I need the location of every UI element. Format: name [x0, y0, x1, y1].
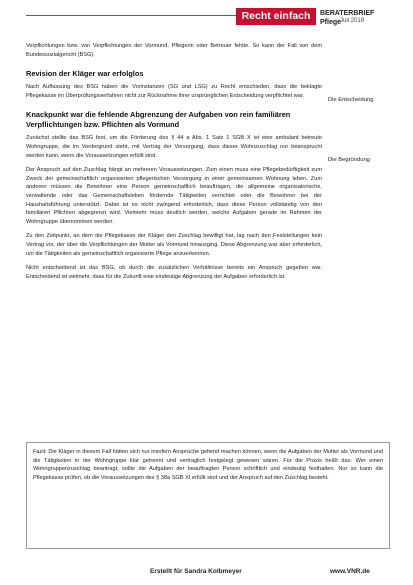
footer-website[interactable]: www.VNR.de [330, 568, 370, 575]
intro-paragraph: Verpflichtungen bzw. von Verpflichtungen der Vormund, Pflegerin oder Betreuer fehlte. So kann der Fall von dem Bundessozialgericht (BSG). [26, 43, 322, 58]
series-title: BERATERBRIEF Pflege [320, 10, 375, 26]
revision-heading: Revision der Kläger war erfolglos [26, 69, 144, 79]
crux-paragraph-3: Zu den Zeitpunkt, an dem die Pflegekasse der Kläger den Zuschlag bewilligt hat, lag nach den Feststellungen kein Vertrag vor, der über die Verpflichtungen der Mutter als Vormund hinausging. Diese Abgrenzung war aber erforderlich, um die Tätigkeiten als gemeinschaftlich organisierte Pflege anzuerkennen. [26, 233, 322, 257]
revision-paragraph: Nach Auffassung des BSG haben die Vorinstanzen (SG und LSG) zu Recht entschieden, dass die beklagte Pflegekasse im Überprüfungsverfahren nicht zur Rücknahme ihrer ursprünglichen Entscheidung verpflichtet war. [26, 84, 322, 99]
crux-heading: Knackpunkt war die fehlende Abgrenzung der Aufgaben von rein familiären Verpflichtungen bzw. Pflichten als Vormund [26, 110, 291, 130]
article-body [26, 42, 322, 287]
margin-note-reasoning: Die Begründung [328, 157, 370, 163]
summary-box [26, 442, 390, 549]
crux-paragraph-1: Zunächst stellte das BSG fest, um die Förderung des § 44 a Abs. 1 Satz 1 SGB X ist eine ambulant betreute Wohngruppe, die im Vordergrund steht, mit Vertrag der Versorgung, dass dieser Wohnzuschlag nur beansprucht werden kann, wenn die Voraussetzungen erfüllt sind. [26, 135, 322, 159]
series-subtitle: Juli 2019 [340, 18, 365, 24]
header-rule [26, 15, 236, 16]
brand-label: Recht einfach [236, 8, 316, 25]
footer-author: Erstellt für Sandra Kolbmeyer [150, 568, 242, 575]
crux-paragraph-2: Der Anspruch auf den Zuschlag hängt an mehreren Voraussetzungen. Zum einen muss eine Pflegebedürftigkeit zum Zweck der gemeinschaftlich organisierten pflegerischen Versorgung in einer gemeinsamen Wohnung leben. Zum anderen müssen die Bewohner eine Person gemeinschaftlich beauftragen, die allgemeine organisatorische, verwaltende oder das Gemeinschaftsleben fördernde Tätigkeiten verrichtet oder die Bewohner bei der Haushaltsführung unterstützt. Dabei ist es nicht zwingend erforderlich, dass diese Person vollständig von den familiären Pflichten abgegrenzt wird. Vielmehr muss deutlich werden, welche Aufgaben gerade im Rahmen der Wohngruppe übernommen werden. [26, 167, 322, 225]
summary-text: Fazit: Die Kläger in diesem Fall hätten sich nur insofern Ansprüche geltend machen können, wenn die Aufgaben der Mutter als Vormund und die Tätigkeiten in der Wohngruppe klar getrennt und vertraglich festgelegt gewesen wären. Für die Praxis heißt das: Wer einen Wohngruppenzuschlag beantragt, sollte die Aufgaben der beauftragten Person schriftlich und eindeutig festhalten. Nur so kann die Pflegekasse prüfen, ob die Voraussetzungen des § 38a SGB XI erfüllt sind und der Anspruch auf den Zuschlag besteht. [33, 449, 383, 481]
margin-note-decision: Die Entscheidung [328, 97, 374, 103]
crux-paragraph-4: Nicht entscheidend ist das BSG, ob durch die zusätzlichen Verhältnisse bereits ein Anspruch gegeben war. Entscheidend ist vielmehr, dass für die Zukunft eine eindeutige Abgrenzung der Aufgaben erforderlich ist. [26, 265, 322, 280]
